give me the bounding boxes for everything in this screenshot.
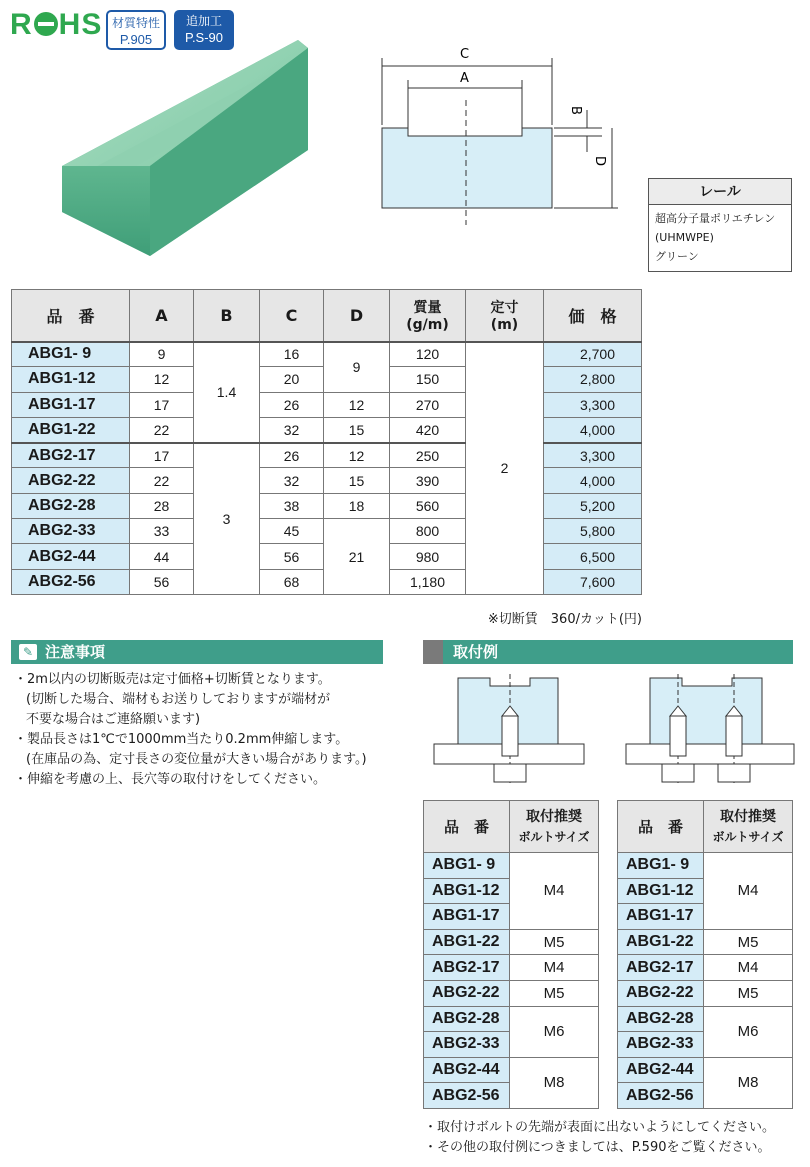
caution-item: ・2m以内の切断販売は定寸価格+切断賃となります。 <box>14 672 331 687</box>
bolt-size: M4 <box>704 853 793 930</box>
part-number: ABG2-28 <box>618 1006 704 1032</box>
cell-a: 17 <box>130 443 194 468</box>
bolt-size: M8 <box>510 1057 599 1108</box>
part-number: ABG1-17 <box>12 392 130 417</box>
cell-mass: 1,180 <box>390 569 466 594</box>
cell-mass: 150 <box>390 367 466 392</box>
part-number: ABG2-28 <box>12 493 130 518</box>
cell-a: 17 <box>130 392 194 417</box>
bolt-size: M5 <box>704 929 793 955</box>
col-part: 品 番 <box>424 801 510 853</box>
part-number: ABG2-22 <box>424 980 510 1006</box>
material-line1: 超高分子量ポリエチレン <box>655 212 776 225</box>
part-number: ABG2-44 <box>618 1057 704 1083</box>
col-length: 定寸 (m) <box>466 290 544 342</box>
part-number: ABG1-12 <box>424 878 510 904</box>
col-c: C <box>260 290 324 342</box>
table-row <box>12 493 642 518</box>
badge1-title: 材質特性 <box>111 16 160 30</box>
cell-price: 3,300 <box>544 392 642 417</box>
material-info-box <box>648 178 792 272</box>
bolt-size: M5 <box>704 980 793 1006</box>
cell-mass: 270 <box>390 392 466 417</box>
cell-a: 56 <box>130 569 194 594</box>
part-number: ABG2-56 <box>618 1083 704 1109</box>
part-number: ABG1- 9 <box>12 342 130 367</box>
table-row <box>12 417 642 442</box>
badge2-page: P.S-90 <box>184 30 224 45</box>
bolt-size: M5 <box>510 929 599 955</box>
cell-mass: 800 <box>390 519 466 544</box>
cell-mass: 390 <box>390 468 466 493</box>
col-bolt: 取付推奨 ボルトサイズ <box>510 801 599 853</box>
bolt-size-table-left <box>423 800 599 1109</box>
part-number: ABG2-33 <box>618 1032 704 1058</box>
cell-length: 2 <box>466 342 544 595</box>
col-b: B <box>194 290 260 342</box>
bolt-size: M8 <box>704 1057 793 1108</box>
cell-a: 44 <box>130 544 194 569</box>
cell-price: 2,700 <box>544 342 642 367</box>
dim-d-label: D <box>592 156 607 167</box>
cell-d: 9 <box>324 342 390 393</box>
part-number: ABG2-17 <box>12 443 130 468</box>
mounting-diagram-double <box>622 672 798 788</box>
col-mass: 質量 (g/m) <box>390 290 466 342</box>
dim-b-label: B <box>568 106 583 115</box>
cell-d: 15 <box>324 417 390 442</box>
part-number: ABG2-33 <box>424 1032 510 1058</box>
dim-a-label: A <box>460 71 469 86</box>
part-number: ABG1-12 <box>618 878 704 904</box>
bolt-size: M6 <box>510 1006 599 1057</box>
part-number: ABG1-22 <box>618 929 704 955</box>
mounting-title: 取付例 <box>453 643 499 661</box>
cell-d: 18 <box>324 493 390 518</box>
cell-c: 38 <box>260 493 324 518</box>
part-number: ABG1-12 <box>12 367 130 392</box>
table-row <box>12 392 642 417</box>
cell-a: 22 <box>130 417 194 442</box>
cell-mass: 560 <box>390 493 466 518</box>
table-row <box>12 342 642 367</box>
col-a: A <box>130 290 194 342</box>
cell-c: 32 <box>260 468 324 493</box>
cut-fee-note: ※切断賃 360/カット(円) <box>487 612 642 627</box>
part-number: ABG2-17 <box>424 955 510 981</box>
table-row <box>12 468 642 493</box>
cell-mass: 980 <box>390 544 466 569</box>
cell-mass: 120 <box>390 342 466 367</box>
part-number: ABG2-44 <box>424 1057 510 1083</box>
cell-a: 9 <box>130 342 194 367</box>
mounting-note: ・その他の取付例につきましては、P.590をご覧ください。 <box>424 1140 771 1155</box>
cell-a: 22 <box>130 468 194 493</box>
part-number: ABG2-56 <box>12 569 130 594</box>
cell-c: 45 <box>260 519 324 544</box>
col-part: 品 番 <box>618 801 704 853</box>
mounting-diagram-single <box>430 672 590 788</box>
cell-a: 33 <box>130 519 194 544</box>
cell-price: 2,800 <box>544 367 642 392</box>
pencil-icon: ✎ <box>19 644 37 660</box>
cell-mass: 420 <box>390 417 466 442</box>
table-row <box>12 519 642 544</box>
caution-item: 不要な場合はご連絡願います) <box>26 712 201 727</box>
part-number: ABG1-17 <box>618 904 704 930</box>
mounting-note: ・取付けボルトの先端が表面に出ないようにしてください。 <box>424 1120 776 1135</box>
part-number: ABG2-17 <box>618 955 704 981</box>
cell-c: 20 <box>260 367 324 392</box>
badge1-page: P.905 <box>119 32 153 47</box>
col-bolt: 取付推奨 ボルトサイズ <box>704 801 793 853</box>
part-number: ABG2-28 <box>424 1006 510 1032</box>
cautions-header <box>11 640 383 664</box>
cell-d: 12 <box>324 443 390 468</box>
bolt-size-table-right <box>617 800 793 1109</box>
cell-a: 28 <box>130 493 194 518</box>
dim-c-label: C <box>460 47 470 62</box>
part-number: ABG2-22 <box>618 980 704 1006</box>
spec-table <box>11 289 642 595</box>
caution-item: (在庫品の為、定寸長さの変位量が大きい場合があります。) <box>26 752 367 767</box>
cell-price: 3,300 <box>544 443 642 468</box>
badge2-title: 追加工 <box>185 14 222 28</box>
part-number: ABG1- 9 <box>618 853 704 879</box>
cell-price: 5,200 <box>544 493 642 518</box>
col-price: 価 格 <box>544 290 642 342</box>
cell-c: 26 <box>260 443 324 468</box>
caution-item: ・製品長さは1℃で1000mm当たり0.2mm伸縮します。 <box>14 732 349 747</box>
cell-price: 4,000 <box>544 417 642 442</box>
cell-price: 7,600 <box>544 569 642 594</box>
part-number: ABG1- 9 <box>424 853 510 879</box>
material-line2: (UHMWPE) <box>655 231 714 244</box>
table-row <box>12 443 642 468</box>
part-number: ABG2-22 <box>12 468 130 493</box>
bolt-size: M4 <box>704 955 793 981</box>
cell-c: 26 <box>260 392 324 417</box>
material-title: レール <box>649 179 791 205</box>
cell-price: 4,000 <box>544 468 642 493</box>
mounting-notes <box>424 1118 775 1158</box>
bolt-size: M4 <box>510 853 599 930</box>
spec-table-header <box>12 290 642 342</box>
cell-price: 6,500 <box>544 544 642 569</box>
cell-d: 15 <box>324 468 390 493</box>
part-number: ABG1-22 <box>12 417 130 442</box>
rail-product-image <box>50 38 310 260</box>
cautions-title: 注意事項 <box>45 643 106 661</box>
part-number: ABG2-44 <box>12 544 130 569</box>
cell-b: 1.4 <box>194 342 260 443</box>
bolt-size: M6 <box>704 1006 793 1057</box>
cell-d: 21 <box>324 519 390 595</box>
cell-mass: 250 <box>390 443 466 468</box>
part-number: ABG2-33 <box>12 519 130 544</box>
cell-c: 32 <box>260 417 324 442</box>
rohs-logo: R HS <box>10 8 103 41</box>
cell-c: 16 <box>260 342 324 367</box>
caution-item: (切断した場合、端材もお送りしておりますが端材が <box>26 692 331 707</box>
cross-section-diagram <box>372 40 644 230</box>
part-number: ABG1-22 <box>424 929 510 955</box>
mounting-header <box>423 640 793 664</box>
cell-c: 56 <box>260 544 324 569</box>
cautions-list <box>14 670 394 790</box>
col-d: D <box>324 290 390 342</box>
part-number: ABG2-56 <box>424 1083 510 1109</box>
cell-a: 12 <box>130 367 194 392</box>
part-number: ABG1-17 <box>424 904 510 930</box>
bolt-size: M4 <box>510 955 599 981</box>
cell-b: 3 <box>194 443 260 595</box>
cell-c: 68 <box>260 569 324 594</box>
caution-item: ・伸縮を考慮の上、長穴等の取付けをしてください。 <box>14 772 327 787</box>
cell-d: 12 <box>324 392 390 417</box>
cell-price: 5,800 <box>544 519 642 544</box>
material-line3: グリーン <box>655 250 699 263</box>
bolt-size: M5 <box>510 980 599 1006</box>
col-part: 品 番 <box>12 290 130 342</box>
